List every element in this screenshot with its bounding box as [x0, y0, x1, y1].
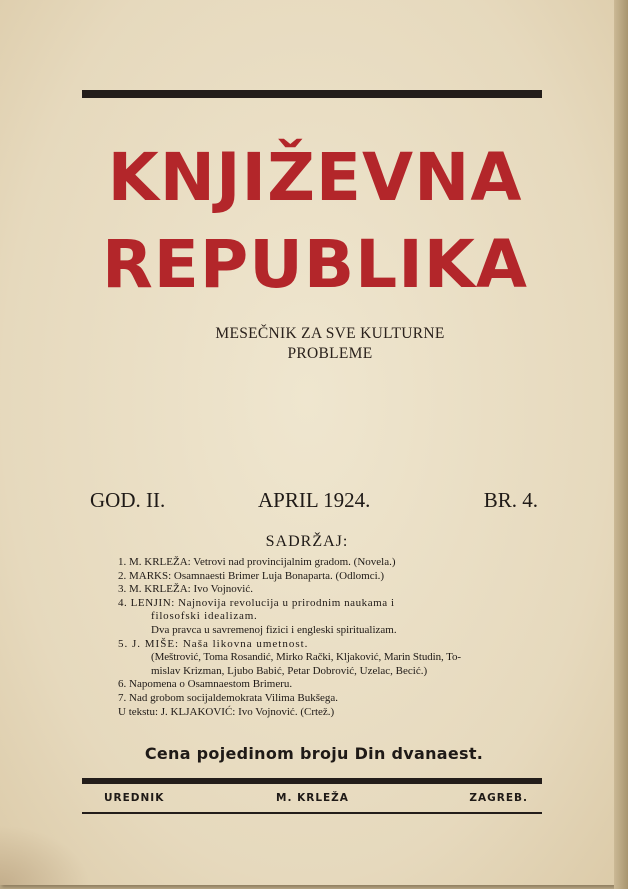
footer-city: ZAGREB.	[469, 792, 528, 804]
title-line-2: REPUBLIKA	[101, 226, 528, 303]
contents-list	[118, 556, 538, 719]
footer-editor-label: UREDNIK	[104, 792, 165, 804]
issue-info	[90, 488, 538, 516]
paper-stain	[0, 825, 90, 885]
contents-line: 5. J. MIŠE: Naša likovna umetnost.	[118, 637, 309, 650]
contents-line: filosofski idealizam.	[151, 610, 258, 623]
issue-date: APRIL 1924.	[258, 488, 371, 512]
footer	[104, 792, 528, 808]
contents-line: 2. MARKS: Osamnaesti Brimer Luja Bonaparta. (Odlomci.)	[118, 569, 385, 582]
contents-line: 6. Napomena o Osamnaestom Brimeru.	[118, 678, 293, 691]
contents-line: 1. M. KRLEŽA: Vetrovi nad provincijalnim gradom. (Novela.)	[118, 556, 396, 568]
contents-line: Dva pravca u savremenoj fizici i engleski spiritualizam.	[151, 623, 397, 636]
top-rule	[82, 90, 542, 98]
title-line-1: KNJIŽEVNA	[107, 139, 523, 216]
footer-rule	[82, 812, 542, 814]
issue-number: BR. 4.	[483, 488, 538, 512]
contents-line: 3. M. KRLEŽA: Ivo Vojnović.	[118, 583, 253, 596]
bottom-rule	[82, 778, 542, 784]
contents-line: 4. LENJIN: Najnovija revolucija u prirodnim naukama i	[118, 596, 395, 609]
contents-line: U tekstu: J. KLJAKOVIĆ: Ivo Vojnović. (Crtež.)	[118, 705, 335, 718]
page-edge	[614, 0, 628, 889]
contents-line: mislav Krizman, Ljubo Babić, Petar Dobrović, Uzelac, Becić.)	[151, 664, 428, 677]
contents-line: (Meštrović, Toma Rosandić, Mirko Rački, Kljaković, Marin Studin, To-	[151, 651, 461, 664]
subtitle-line-1: MESEČNIK ZA SVE KULTURNE	[215, 325, 445, 342]
contents-line: 7. Nad grobom socijaldemokrata Vilima Bukšega.	[118, 691, 339, 704]
contents-heading: SADRŽAJ:	[265, 533, 349, 550]
issue-year: GOD. II.	[90, 488, 166, 512]
subtitle-line-2: PROBLEME	[287, 345, 373, 362]
price-line: Cena pojedinom broju Din dvanaest.	[144, 744, 484, 763]
footer-editor-name: M. KRLEŽA	[276, 792, 349, 804]
